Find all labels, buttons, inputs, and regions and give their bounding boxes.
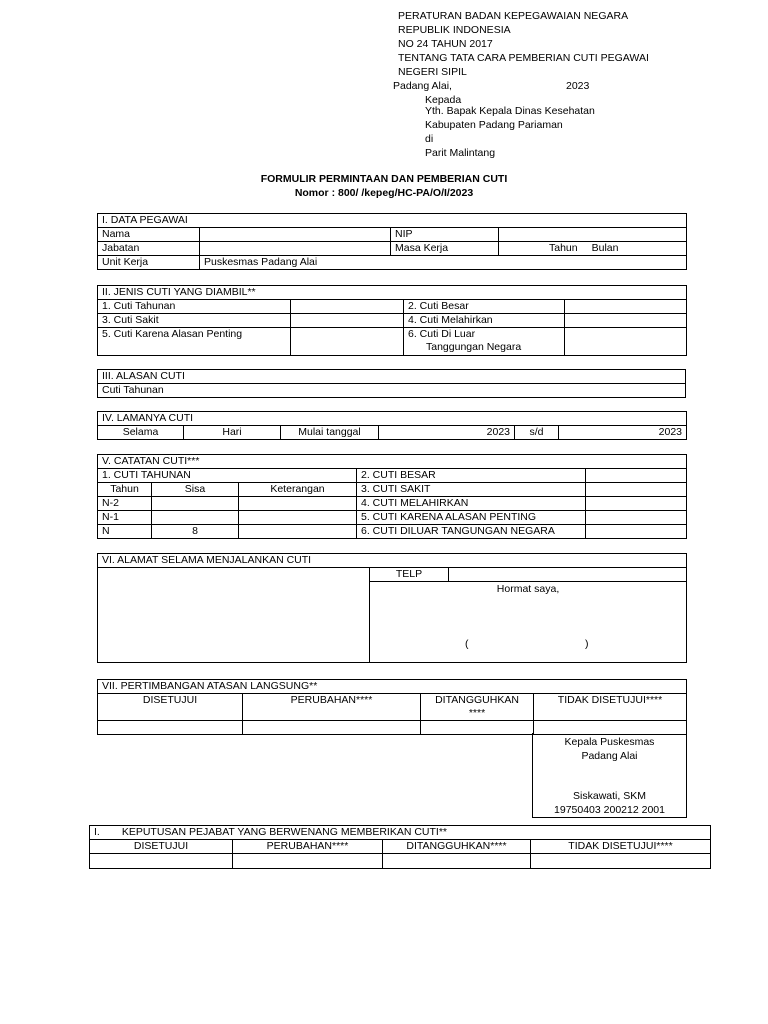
label-hari: Hari <box>184 426 281 440</box>
cuti-tahunan-heading: 1. CUTI TAHUNAN <box>98 469 357 483</box>
row-year: N <box>98 525 152 539</box>
section-title: IV. LAMANYA CUTI <box>98 412 687 426</box>
header-line: PERATURAN BADAN KEPEGAWAIAN NEGARA <box>398 10 629 22</box>
field-jabatan[interactable] <box>200 242 391 256</box>
cuti-tahunan-box[interactable] <box>291 300 404 314</box>
col-disetujui: DISETUJUI <box>90 840 233 854</box>
catatan-right-label: 2. CUTI BESAR <box>357 469 586 483</box>
start-year: 2023 <box>379 426 515 440</box>
section-title: VII. PERTIMBANGAN ATASAN LANGSUNG** <box>98 680 687 694</box>
cuti-luar-tanggungan-box[interactable] <box>565 328 687 356</box>
catatan-right-value[interactable] <box>586 497 687 511</box>
pertimbangan-atasan-table <box>97 679 687 735</box>
recipient-line: Kabupaten Padang Pariaman <box>425 119 563 131</box>
cell-ditangguhkan[interactable] <box>383 854 531 869</box>
telp-field[interactable] <box>449 568 687 582</box>
col-tidak-disetujui: TIDAK DISETUJUI**** <box>531 840 711 854</box>
lamanya-cuti-table <box>97 411 687 440</box>
section-number: I. <box>94 826 100 838</box>
recipient-line: Yth. Bapak Kepala Dinas Kesehatan <box>425 105 595 117</box>
col-keterangan: Keterangan <box>239 483 357 497</box>
recipient-line: Parit Malintang <box>425 147 496 159</box>
col-disetujui: DISETUJUI <box>98 694 243 721</box>
catatan-right-label: 5. CUTI KARENA ALASAN PENTING <box>357 511 586 525</box>
form-number: Nomor : 800/ /kepeg/HC-PA/O/I/2023 <box>294 187 474 199</box>
cuti-melahirkan-label: 4. Cuti Melahirkan <box>404 314 565 328</box>
catatan-right-value[interactable] <box>586 525 687 539</box>
col-perubahan: PERUBAHAN**** <box>233 840 383 854</box>
signer-name: Siskawati, SKM <box>573 790 646 802</box>
col-perubahan: PERUBAHAN**** <box>243 694 421 721</box>
cell-ditangguhkan[interactable] <box>421 721 534 735</box>
label-sd: s/d <box>515 426 559 440</box>
label-telp: TELP <box>370 568 449 582</box>
data-pegawai-table <box>97 213 687 270</box>
cuti-sakit-box[interactable] <box>291 314 404 328</box>
catatan-right-value[interactable] <box>586 469 687 483</box>
label-unit-kerja: Unit Kerja <box>98 256 200 270</box>
cell-perubahan[interactable] <box>233 854 383 869</box>
row-ket[interactable] <box>239 511 357 525</box>
keputusan-pejabat-table <box>89 825 711 869</box>
label-nama: Nama <box>98 228 200 242</box>
cuti-luar-line1: 6. Cuti Di Luar <box>408 328 476 340</box>
signer-title: Kepala Puskesmas <box>564 736 655 748</box>
col-ditangguhkan-stars: **** <box>468 707 486 719</box>
row-ket[interactable] <box>239 525 357 539</box>
col-ditangguhkan <box>421 694 534 721</box>
label-jabatan: Jabatan <box>98 242 200 256</box>
hormat-saya: Hormat saya, <box>496 583 560 595</box>
header-line: NEGERI SIPIL <box>398 66 467 78</box>
section-title-text: KEPUTUSAN PEJABAT YANG BERWENANG MEMBERIKAN CUTI** <box>121 826 448 838</box>
row-year: N-1 <box>98 511 152 525</box>
label-mulai: Mulai tanggal <box>281 426 379 440</box>
signer-title: Padang Alai <box>581 750 638 762</box>
cuti-alasan-penting-label: 5. Cuti Karena Alasan Penting <box>98 328 291 356</box>
row-sisa[interactable] <box>152 497 239 511</box>
recipient-line: Kepada <box>425 94 462 106</box>
catatan-right-value[interactable] <box>586 483 687 497</box>
catatan-right-label: 4. CUTI MELAHIRKAN <box>357 497 586 511</box>
label-masa-kerja: Masa Kerja <box>391 242 499 256</box>
catatan-cuti-table <box>97 454 687 539</box>
cuti-tahunan-label: 1. Cuti Tahunan <box>98 300 291 314</box>
row-sisa: 8 <box>152 525 239 539</box>
row-year: N-2 <box>98 497 152 511</box>
section-title: VI. ALAMAT SELAMA MENJALANKAN CUTI <box>98 554 687 568</box>
row-sisa[interactable] <box>152 511 239 525</box>
place-date: Padang Alai, <box>393 80 452 92</box>
catatan-right-label: 6. CUTI DILUAR TANGUNGAN NEGARA <box>357 525 586 539</box>
cuti-melahirkan-box[interactable] <box>565 314 687 328</box>
recipient-line: di <box>425 133 434 145</box>
cuti-alasan-penting-box[interactable] <box>291 328 404 356</box>
header-year: 2023 <box>566 80 590 92</box>
alamat-field[interactable] <box>98 568 370 663</box>
cell-disetujui[interactable] <box>90 854 233 869</box>
signer-nip: 19750403 200212 2001 <box>554 804 665 816</box>
atasan-signature-box <box>532 733 687 818</box>
cell-disetujui[interactable] <box>98 721 243 735</box>
cuti-besar-label: 2. Cuti Besar <box>404 300 565 314</box>
end-year: 2023 <box>559 426 687 440</box>
cuti-besar-box[interactable] <box>565 300 687 314</box>
col-ditangguhkan: DITANGGUHKAN**** <box>383 840 531 854</box>
cuti-sakit-label: 3. Cuti Sakit <box>98 314 291 328</box>
header-line: TENTANG TATA CARA PEMBERIAN CUTI PEGAWAI <box>398 52 649 64</box>
cell-tidak-disetujui[interactable] <box>531 854 711 869</box>
form-title: FORMULIR PERMINTAAN DAN PEMBERIAN CUTI <box>260 173 508 185</box>
col-tahun: Tahun <box>98 483 152 497</box>
cuti-luar-tanggungan-label <box>404 328 565 356</box>
label-selama: Selama <box>98 426 184 440</box>
alasan-cuti-table <box>97 369 686 398</box>
cell-perubahan[interactable] <box>243 721 421 735</box>
section-title <box>90 826 711 840</box>
label-nip: NIP <box>391 228 499 242</box>
field-masa-kerja[interactable] <box>499 242 687 256</box>
field-nama[interactable] <box>200 228 391 242</box>
sign-close: ) <box>585 638 589 650</box>
col-sisa: Sisa <box>152 483 239 497</box>
signature-area <box>370 582 687 663</box>
row-ket[interactable] <box>239 497 357 511</box>
catatan-right-label: 3. CUTI SAKIT <box>357 483 586 497</box>
col-ditangguhkan-label: DITANGGUHKAN <box>435 694 519 706</box>
label-bulan: Bulan <box>591 242 619 254</box>
jenis-cuti-table <box>97 285 687 356</box>
header-line: REPUBLIK INDONESIA <box>398 24 511 36</box>
header-line: NO 24 TAHUN 2017 <box>398 38 493 50</box>
alamat-cuti-table <box>97 553 687 663</box>
section-title: V. CATATAN CUTI*** <box>98 455 687 469</box>
sign-open: ( <box>465 638 469 650</box>
label-tahun: Tahun <box>549 242 578 254</box>
section-title: III. ALASAN CUTI <box>98 370 686 384</box>
field-nip[interactable] <box>499 228 687 242</box>
section-title: II. JENIS CUTI YANG DIAMBIL** <box>98 286 687 300</box>
field-unit-kerja: Puskesmas Padang Alai <box>200 256 687 270</box>
catatan-right-value[interactable] <box>586 511 687 525</box>
alasan-value: Cuti Tahunan <box>98 384 686 398</box>
col-tidak-disetujui: TIDAK DISETUJUI**** <box>534 694 687 721</box>
cuti-luar-line2: Tanggungan Negara <box>426 341 522 353</box>
section-title: I. DATA PEGAWAI <box>98 214 687 228</box>
